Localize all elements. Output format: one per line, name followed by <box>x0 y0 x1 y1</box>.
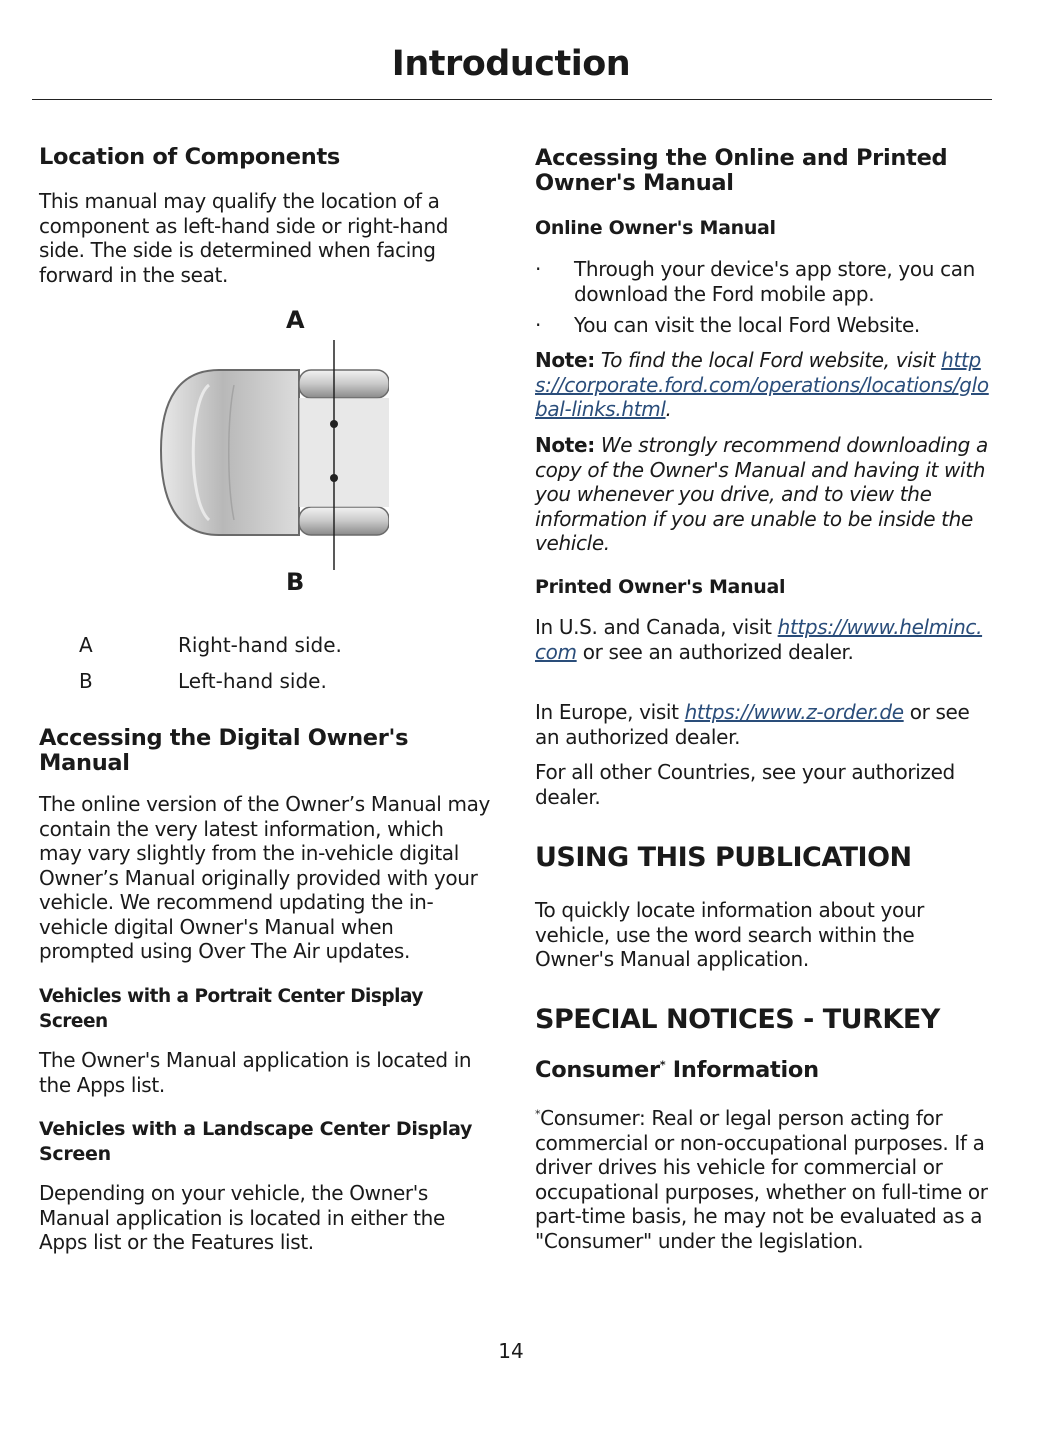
location-heading: Location of Components <box>39 144 340 170</box>
footnote-mark: * <box>535 1107 541 1121</box>
page-title: Introduction <box>391 44 631 84</box>
note-website <box>535 348 990 422</box>
bullet-dot: · <box>535 257 542 281</box>
key-letter: A <box>79 633 93 657</box>
key-text: Right-hand side. <box>178 633 342 657</box>
consumer-body <box>535 1106 990 1253</box>
label-b: B <box>286 568 305 596</box>
title-divider <box>32 99 992 100</box>
z-order-link[interactable]: https://www.z-order.de <box>684 700 904 724</box>
note-label: Note: <box>535 433 595 457</box>
bullet-text: You can visit the local Ford Website. <box>574 313 920 337</box>
text-span: or see an authorized dealer. <box>535 700 970 749</box>
text-span: Consumer <box>535 1057 660 1083</box>
ford-global-links-link[interactable]: https://corporate.ford.com/operations/locations/global-links.html <box>535 348 989 421</box>
online-subheading: Online Owner's Manual <box>535 217 776 239</box>
special-notices-heading: SPECIAL NOTICES - TURKEY <box>535 1004 940 1035</box>
bullet-item <box>535 257 990 307</box>
note-text: We strongly recommend downloading a copy of the Owner's Manual and having it with you whenever you drive, and to view the information if you are unable to be inside the vehicle. <box>535 433 988 555</box>
portrait-body: The Owner's Manual application is located in the Apps list. <box>39 1048 472 1097</box>
note-label: Note: <box>535 348 595 372</box>
note-download <box>535 433 990 556</box>
other-countries-text: For all other Countries, see your authorized dealer. <box>535 760 955 809</box>
text-span: or see an authorized dealer. <box>582 639 854 664</box>
using-body: To quickly locate information about your vehicle, use the word search within the Owner's Manual application. <box>535 898 925 971</box>
text-span: Consumer: Real or legal person acting for commercial or non-occupational purposes. If a driver drives his vehicle for commercial or occupational purposes, whether on full-time or part-time basis, he may not be evaluated as a "Consumer" under the legislation. <box>535 1106 988 1253</box>
page-number: 14 <box>498 1339 524 1363</box>
note-text: To find the local Ford website, visit <box>600 348 936 372</box>
bullet-dot: · <box>535 313 542 337</box>
bullet-item <box>535 313 990 339</box>
using-heading: USING THIS PUBLICATION <box>535 842 912 873</box>
bullet-text: Through your device's app store, you can download the Ford mobile app. <box>574 257 975 306</box>
printed-subheading: Printed Owner's Manual <box>535 576 786 598</box>
portrait-heading: Vehicles with a Portrait Center Display Screen <box>39 986 423 1032</box>
helminc-link[interactable]: https://www.helminc.com <box>535 615 983 664</box>
digital-body: The online version of the Owner’s Manual may contain the very latest information, which may vary slightly from the in-vehicle digital Owner’s Manual originally provided with your vehicle. We recommend updating the in-vehicle digital Owner's Manual when prompted using Over The Air updates. <box>39 792 490 963</box>
seat-top-view-illustration <box>149 340 389 570</box>
landscape-body: Depending on your vehicle, the Owner's Manual application is located in either the Apps list or the Features list. <box>39 1181 445 1254</box>
accessing-heading: Accessing the Online and Printed Owner's Manual <box>535 145 948 196</box>
landscape-heading: Vehicles with a Landscape Center Display Screen <box>39 1118 473 1165</box>
text-span: In U.S. and Canada, visit <box>535 615 772 639</box>
footnote-mark: * <box>659 1058 666 1072</box>
location-body: This manual may qualify the location of a component as left-hand side or right-hand side. The side is determined when facing forward in the seat. <box>39 189 449 287</box>
europe-text <box>535 700 990 749</box>
text-span: In Europe, visit <box>535 700 679 724</box>
digital-heading: Accessing the Digital Owner's Manual <box>39 725 409 776</box>
key-letter: B <box>79 669 93 693</box>
key-text: Left-hand side. <box>178 669 327 693</box>
us-canada-text <box>535 615 990 664</box>
text-span: Information <box>665 1057 819 1083</box>
consumer-subheading <box>535 1058 819 1083</box>
label-a: A <box>286 306 305 334</box>
seat-diagram <box>149 306 389 596</box>
note-end: . <box>665 397 672 421</box>
